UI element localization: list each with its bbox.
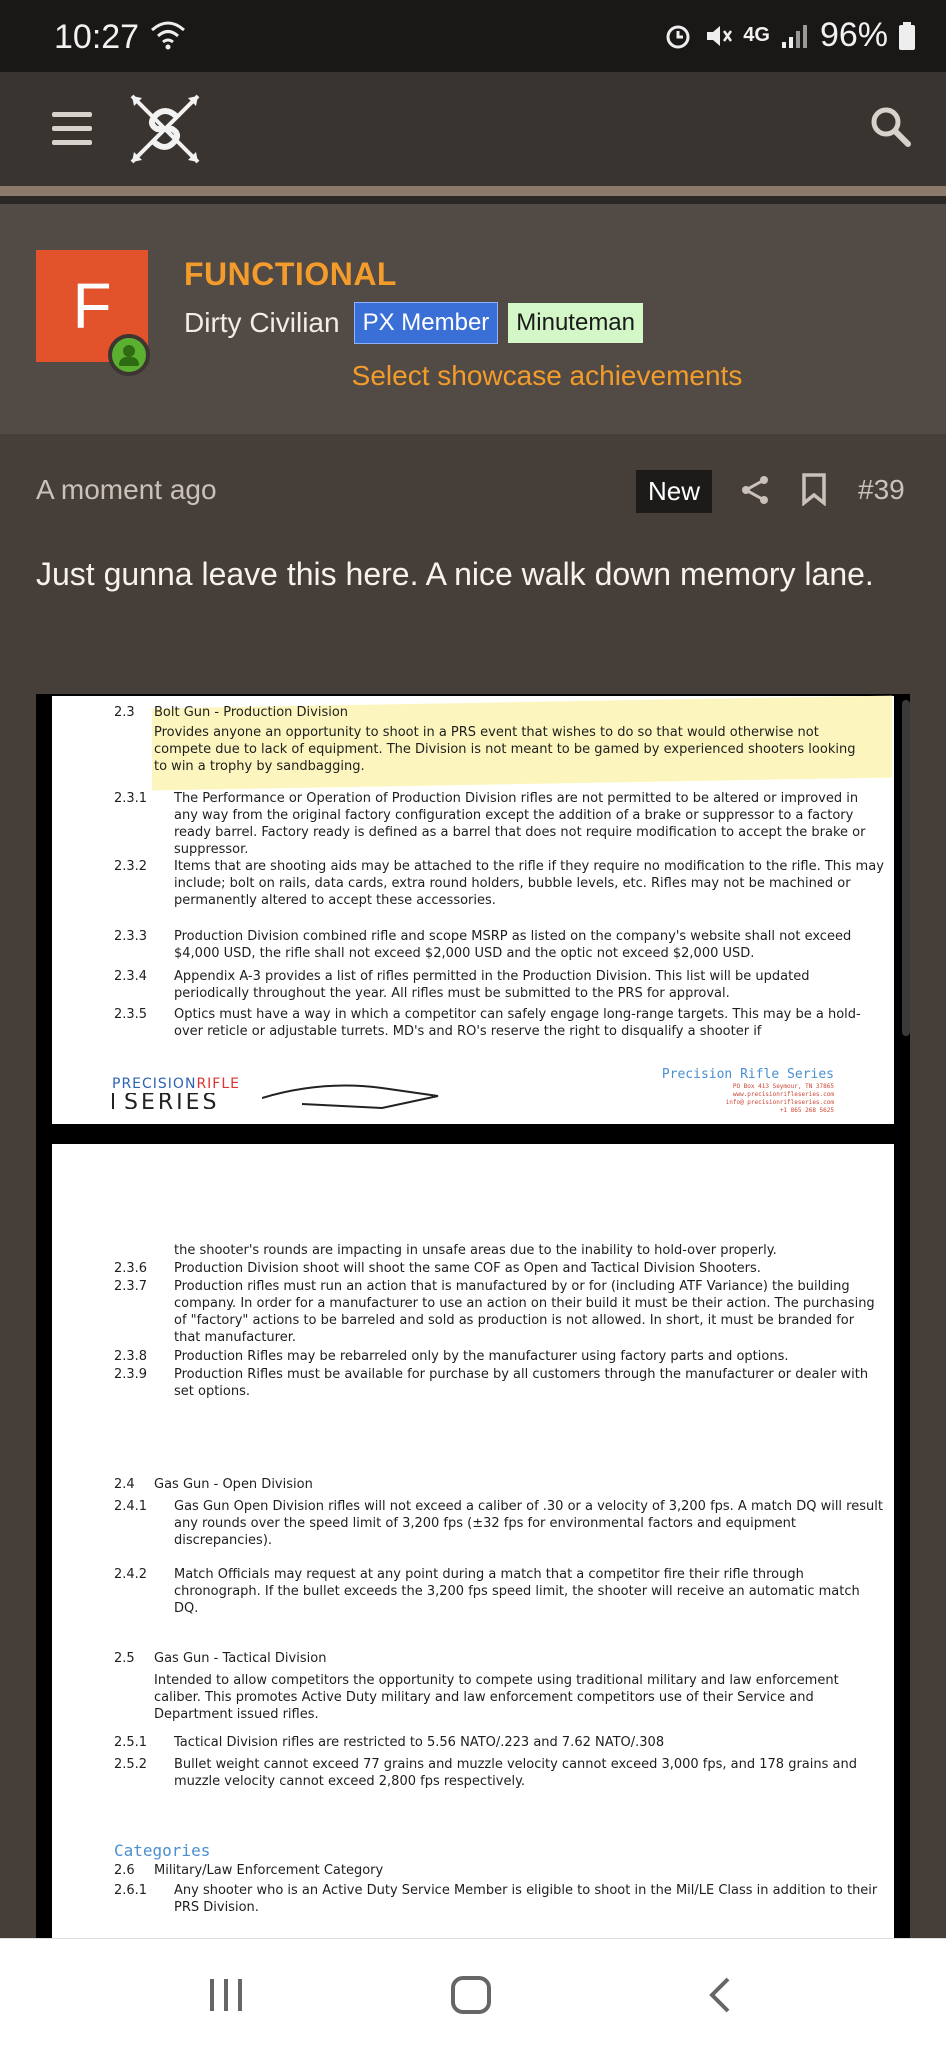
rifle-silhouette-icon xyxy=(262,1078,442,1114)
image-scrollbar[interactable] xyxy=(902,700,910,1036)
signal-icon xyxy=(780,22,810,50)
recents-icon[interactable] xyxy=(206,1975,246,2015)
prs-logo: PRECISIONRIFLE SERIES xyxy=(112,1076,240,1109)
document-page-2: the shooter's rounds are impacting in unsafe areas due to the inability to hold-over properly. 2.3.6 Production Division shoot will shoot the same COF as Open and Tactical Division Shooters. 2.3.7 Production rifles must run an action that is manufactured by or for (including ATF Variance) the building company. In order for a manufacturer to use an action on their build it must be their action. The purchasing of "factory" actions to be barreled and sold as production is not allowed. In short, it must be branded for that manufacturer. 2.3.8 Production Rifles may be rebarreled only by the manufacturer using factory parts and options. 2.3.9 Production Rifles must be available for purchase by all customers through the manufacturer or dealer with set options. 2.4 Gas Gun - Open Division 2.4.1 Gas Gun Open Division rifles will not exceed a caliber of .30 or a velocity of 3,200 fps. A match DQ will result any rounds over the speed limit of 3,200 fps (±32 fps for environmental factors and equipment discrepancies). 2.4.2 Match Officials may request at any point during a match that a competitor fire their rifle through chronograph. If the bullet exceeds the 3,200 fps speed limit, the shooter will receive an automatic match DQ. 2.5 Gas Gun - Tactical Division Intended to allow competitors the opportunity to compete using traditional military and law enforcement caliber. This promotes Active Duty military and law enforcement competitors use of their Service and Department issued rifles. 2.5.1 Tactical Division rifles are restricted to 5.56 NATO/.223 and 7.62 NATO/.308 2.5.2 Bullet weight cannot exceed 77 grains and muzzle velocity cannot exceed 3,000 fps, and 178 grains and muzzle velocity cannot exceed 2,800 fps respectively. Categories 2.6 Military/Law Enforcement Category 2.6.1 Any shooter who is an Active Duty Service Member is eligible to shoot in the Mil/LE Class in addition to their PRS Division. xyxy=(52,1144,894,1938)
post-timestamp[interactable]: A moment ago xyxy=(36,474,217,505)
prs-contact-block: Precision Rifle Series PO Box 413 Seymour, TN 37865 www.precisionrifleseries.com info@ precisionrifleseries.com +1 865 268 5625 xyxy=(661,1067,834,1114)
post-author-block xyxy=(0,204,946,434)
author-title-row xyxy=(184,302,643,344)
document-page-1: 2.3 Bolt Gun - Production Division Provides anyone an opportunity to shoot in a PRS event that wishes to do so that would otherwise not compete due to lack of equipment. The Division is not meant to be gamed by experienced shooters looking to win a trophy by sandbagging. 2.3.1 The Performance or Operation of Production Division rifles are not permitted to be altered or improved in any way from the original factory configuration except the addition of a brake or suppressor to a factory ready barrel. Factory ready is defined as a barrel that does not require modification to accept the brake or suppressor. 2.3.2 Items that are shooting aids may be attached to the rifle if they require no modification to the rifle. This may include; bolt on rails, data cards, extra round holders, bubble levels, etc. Rifles may not be machined or permanently altered to accept these accessories. 2.3.3 Production Division combined rifle and scope MSRP as listed on the company's website shall not exceed $4,000 USD, the rifle shall not exceed $2,000 USD and the optic not exceed $2,000 USD. 2.3.4 Appendix A-3 provides a list of rifles permitted in the Production Division. This list will be updated periodically throughout the year. All rifles must be submitted to the PRS for approval. 2.3.5 Optics must have a way in which a competitor can safely engage long-range targets. This may be a hold-over reticle or adjustable turrets. MD's and RO's reserve the right to disqualify a shooter if PRECISIONRIFLE SERIES Precision Rifle Series PO Box 413 Seymour, TN 37865 www.precisionrifleseries.com info@ precisionrifleseries.com +1 865 268 5625 xyxy=(52,696,894,1124)
px-member-badge: PX Member xyxy=(354,302,499,344)
header-divider xyxy=(0,186,946,196)
network-type: 4G xyxy=(743,24,770,46)
alarm-icon xyxy=(663,21,693,51)
home-icon[interactable] xyxy=(450,1975,492,2015)
app-header xyxy=(0,72,946,204)
hamburger-menu-icon[interactable] xyxy=(52,112,92,144)
wifi-icon xyxy=(150,20,186,50)
search-icon[interactable] xyxy=(866,102,916,152)
showcase-achievements-link[interactable]: Select showcase achievements xyxy=(351,360,743,391)
bookmark-icon[interactable] xyxy=(800,472,828,506)
share-icon[interactable] xyxy=(740,474,770,506)
battery-percent: 96% xyxy=(819,16,888,54)
battery-icon xyxy=(898,21,916,51)
categories-heading: Categories xyxy=(114,1841,211,1860)
system-nav-bar xyxy=(0,1938,946,2049)
status-time: 10:27 xyxy=(54,18,140,56)
post-meta-bar xyxy=(0,434,946,554)
new-badge: New xyxy=(636,470,712,513)
status-bar xyxy=(0,0,946,72)
site-logo-icon[interactable] xyxy=(124,88,206,170)
avatar[interactable]: F xyxy=(36,250,148,362)
post-number-link[interactable]: #39 xyxy=(858,474,905,505)
back-icon[interactable] xyxy=(704,1975,734,2015)
mute-icon xyxy=(703,21,733,51)
author-username[interactable]: FUNCTIONAL xyxy=(184,256,397,292)
author-title: Dirty Civilian xyxy=(184,307,340,338)
post-body-text: Just gunna leave this here. A nice walk down memory lane. xyxy=(36,556,874,592)
minuteman-badge: Minuteman xyxy=(508,303,643,343)
